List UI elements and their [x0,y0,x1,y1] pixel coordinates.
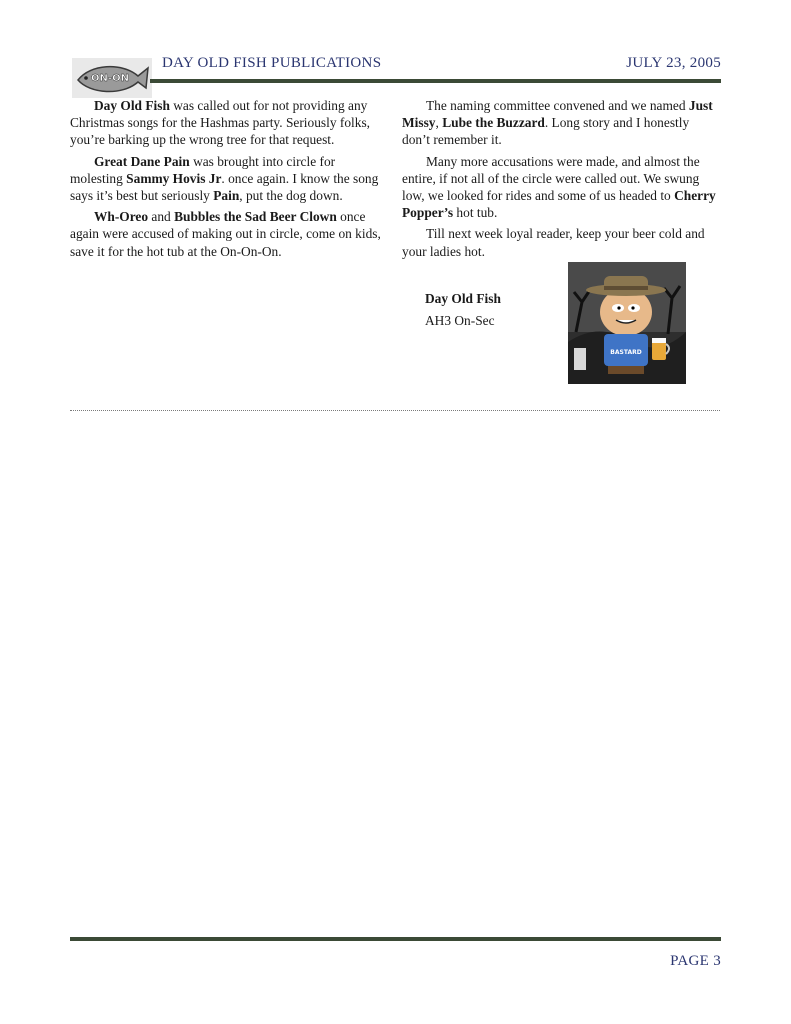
left-column-paragraph [70,97,388,149]
cartoon-avatar-image [568,262,686,384]
left-column-paragraph [70,153,388,205]
text-run: . Long story and I honestly don’t remember it. [402,115,690,148]
text-run: was called out for not providing any Christmas songs for the Hashmas party. Seriously folks, you’re barking up the wrong tree for that request. [70,98,371,148]
footer-rule [70,937,721,941]
left-column-paragraph [70,208,388,260]
bold-name: Great Dane Pain [94,153,190,169]
publication-date: JULY 23, 2005 [626,55,721,71]
right-column-paragraph [402,225,720,259]
signature-name: Day Old Fish [425,291,501,306]
page-number: PAGE 3 [670,953,721,969]
text-run: , [435,115,443,131]
bold-name: Lube the Buzzard [442,115,545,131]
on-on-fish-logo [72,58,152,98]
logo-text: ON-ON [91,73,129,84]
header-rule [150,79,721,83]
text-run: The naming committee convened and we named [426,98,689,113]
text-run: and [148,209,175,225]
shirt-text: BASTARD [610,349,642,356]
publication-title: DAY OLD FISH PUBLICATIONS [162,55,382,71]
text-run: Till next week loyal reader, keep your beer cold and your ladies hot. [402,226,705,259]
bold-name: Wh-Oreo [94,209,149,225]
bold-name: Pain [213,188,240,204]
right-column-paragraph [402,153,720,222]
text-run: , put the dog down. [239,188,343,204]
signature [425,288,501,332]
text-run: . once again. I know the song says it’s best but seriously [70,170,379,204]
bold-name: Day Old Fish [94,98,170,113]
right-column-paragraph [402,97,720,149]
left-column [70,97,388,264]
section-divider [70,410,720,411]
text-run: Many more accusations were made, and almost the entire, if not all of the circle were called out. We swung low, we looked for rides and some of us headed to [402,153,700,204]
signature-title: AH3 On-Sec [425,313,495,328]
text-run: once again were accused of making out in circle, come on kids, save it for the hot tub at the On-On-On. [70,209,381,259]
bold-name: Bubbles the Sad Beer Clown [174,209,337,225]
text-run: was brought into circle for molesting [70,153,336,186]
bold-name: Just Missy [402,98,713,131]
text-run: hot tub. [453,205,498,221]
right-column [402,97,720,264]
bold-name: Sammy Hovis Jr [126,170,222,186]
bold-name: Cherry Popper’s [402,188,716,221]
